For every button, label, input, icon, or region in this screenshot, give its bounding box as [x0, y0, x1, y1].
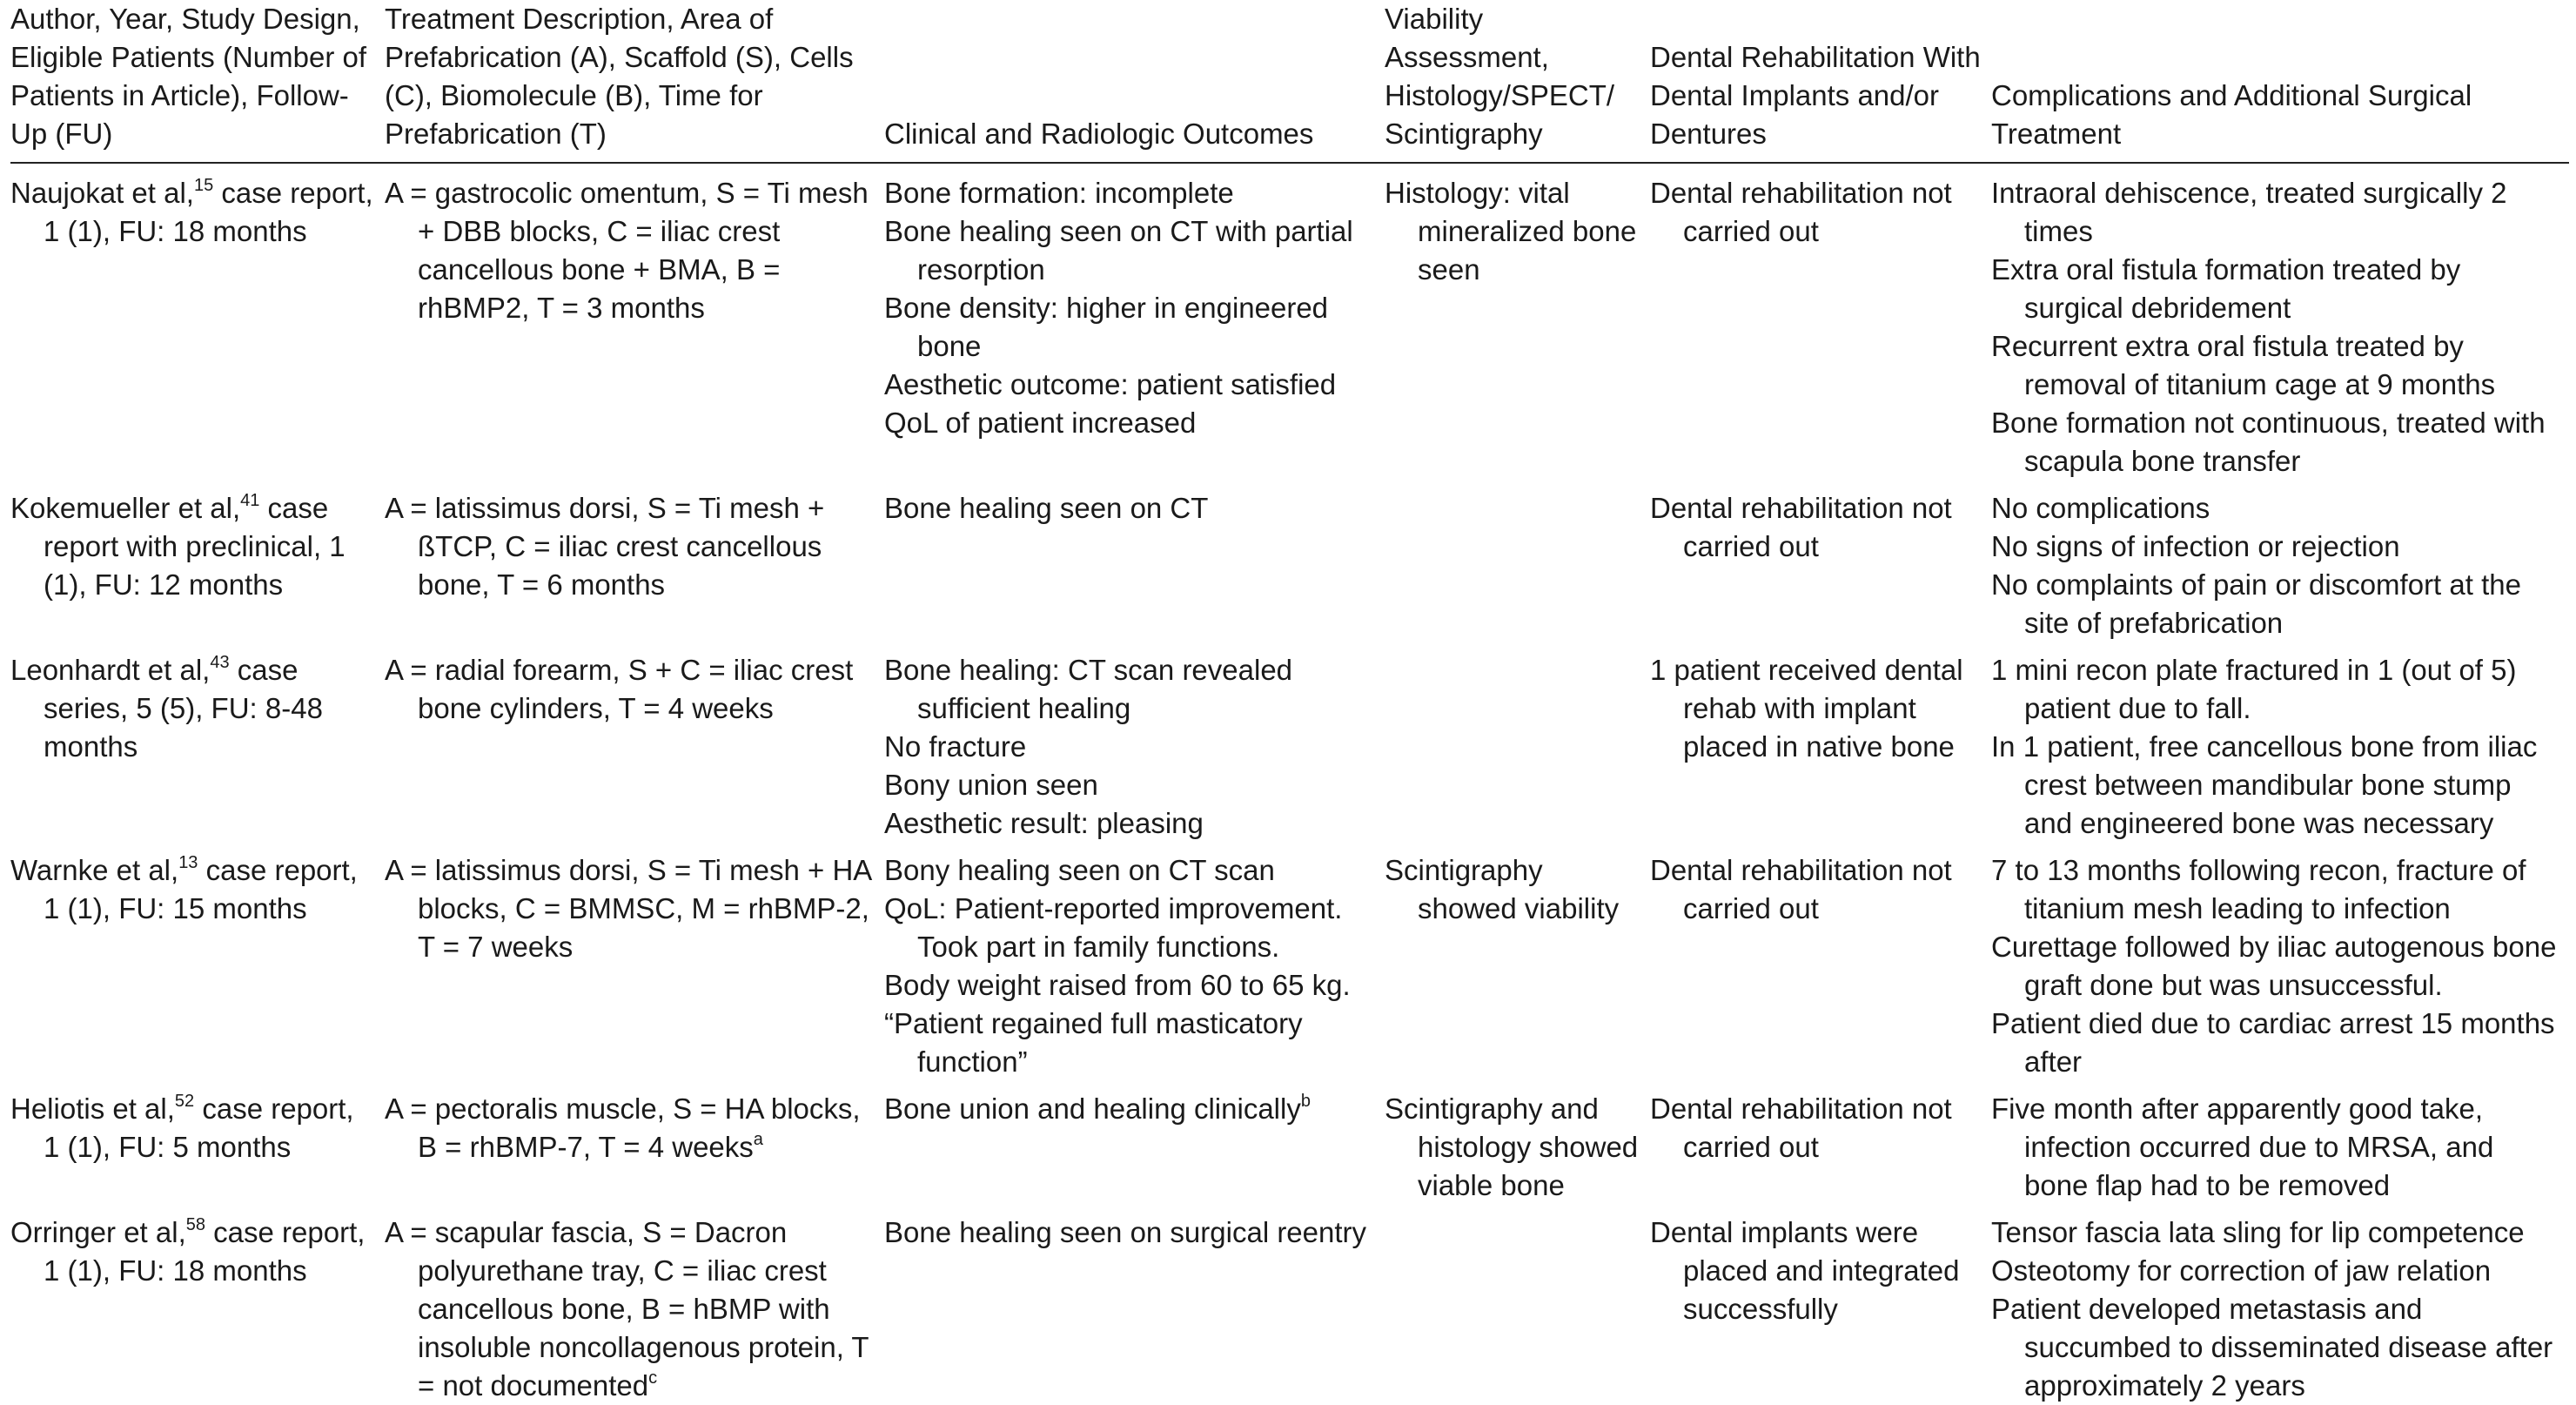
cell-treatment [385, 163, 884, 481]
treatment-text: A = radial forearm, S + C = iliac crest bone cylinders, T = 4 weeks [385, 654, 854, 724]
treatment-text: A = gastrocolic omentum, S = Ti mesh + DBB blocks, C = iliac crest cancellous bone + BMA, B = rhBMP2, T = 3 months [385, 177, 869, 324]
outcome-item [884, 404, 1378, 442]
author-citation [10, 1090, 378, 1166]
study-details: case report, 1 (1), FU: 15 months [44, 854, 366, 924]
complication-item: Recurrent extra oral fistula treated by removal of titanium cage at 9 months [1991, 330, 2496, 400]
outcome-item [884, 804, 1378, 843]
cell-complications [1991, 481, 2569, 642]
outcome-item [884, 1005, 1378, 1081]
cell-treatment [385, 1205, 884, 1405]
cell-dental [1650, 481, 1991, 642]
reference-number: 41 [240, 491, 260, 510]
treatment-description [385, 651, 877, 728]
outcome-text: Bone union and healing clinically [884, 1092, 1301, 1125]
complication-item: Intraoral dehiscence, treated surgically 2 times [1991, 177, 2507, 247]
cell-outcomes [884, 481, 1385, 642]
dental-text: Dental implants were placed and integrated successfully [1650, 1216, 1960, 1325]
complication-item: Tensor fascia lata sling for lip competence [1991, 1216, 2525, 1248]
outcome-text: Aesthetic result: pleasing [884, 807, 1204, 839]
study-details: case report, 1 (1), FU: 5 months [44, 1092, 362, 1163]
cell-dental [1650, 1205, 1991, 1405]
treatment-description [385, 174, 877, 327]
cell-viability [1385, 1081, 1650, 1205]
outcome-text: Bone healing seen on surgical reentry [884, 1216, 1367, 1248]
outcome-text: Bone healing seen on CT with partial resorption [884, 215, 1353, 286]
dental-text: 1 patient received dental rehab with implant placed in native bone [1650, 654, 1963, 763]
outcome-item [884, 728, 1378, 766]
reference-number: 15 [193, 176, 214, 195]
complication-item: Curettage followed by iliac autogenous bone graft done but was unsuccessful. [1991, 931, 2557, 1001]
complication-item: Five month after apparently good take, infection occurred due to MRSA, and bone flap had to be removed [1991, 1092, 2494, 1201]
header-author: Author, Year, Study Design, Eligible Patients (Number of Patients in Article), Follow-Up (FU) [10, 3, 367, 150]
reference-number: 58 [185, 1215, 205, 1234]
dental-text: Dental rehabilitation not carried out [1650, 492, 1952, 562]
treatment-description [385, 1213, 877, 1405]
cell-outcomes [884, 843, 1385, 1081]
header-dental: Dental Rehabilitation With Dental Implants and/or Dentures [1650, 41, 1981, 150]
author-name: Warnke et al, [10, 854, 179, 886]
cell-author [10, 1205, 385, 1405]
author-citation [10, 489, 378, 604]
viability-text: Scintigraphy and histology showed viable bone [1385, 1092, 1639, 1201]
footnote-marker: b [1300, 1092, 1311, 1111]
cell-outcomes [884, 163, 1385, 481]
cell-outcomes [884, 1205, 1385, 1405]
outcome-text: Bone density: higher in engineered bone [884, 292, 1329, 362]
outcome-text: Bony healing seen on CT scan [884, 854, 1275, 886]
dental-text: Dental rehabilitation not carried out [1650, 1092, 1952, 1163]
cell-outcomes [884, 1081, 1385, 1205]
author-citation [10, 174, 381, 251]
cell-complications [1991, 163, 2569, 481]
table-row [10, 163, 2569, 481]
cell-complications [1991, 843, 2569, 1081]
cell-complications [1991, 642, 2569, 843]
table-row [10, 1205, 2569, 1405]
table-row [10, 481, 2569, 642]
author-name: Naujokat et al, [10, 177, 194, 209]
outcome-item [884, 212, 1378, 289]
footnote-marker: a [753, 1130, 763, 1149]
studies-table [10, 0, 2569, 1405]
cell-complications [1991, 1081, 2569, 1205]
outcome-item [884, 966, 1378, 1005]
cell-dental [1650, 843, 1991, 1081]
cell-author [10, 1081, 385, 1205]
cell-dental [1650, 642, 1991, 843]
outcome-text: QoL: Patient-reported improvement. Took part in family functions. [884, 892, 1343, 963]
cell-viability [1385, 163, 1650, 481]
footnote-marker: c [648, 1368, 658, 1388]
viability-text: Scintigraphy showed viability [1385, 854, 1620, 924]
outcome-item [884, 489, 1378, 528]
treatment-description [385, 851, 877, 966]
author-citation [10, 851, 378, 928]
cell-author [10, 163, 385, 481]
author-name: Leonhardt et al, [10, 654, 211, 686]
outcome-item [884, 851, 1378, 890]
complication-item: No complaints of pain or discomfort at the site of prefabrication [1991, 568, 2521, 639]
study-details: case series, 5 (5), FU: 8-48 months [44, 654, 332, 763]
outcome-text: No fracture [884, 730, 1027, 763]
author-name: Kokemueller et al, [10, 492, 241, 524]
cell-author [10, 481, 385, 642]
dental-text: Dental rehabilitation not carried out [1650, 177, 1952, 247]
viability-text: Histology: vital mineralized bone seen [1385, 177, 1637, 286]
cell-viability [1385, 481, 1650, 642]
header-complications: Complications and Additional Surgical Treatment [1991, 79, 2472, 150]
complication-item: Bone formation not continuous, treated with scapula bone transfer [1991, 407, 2546, 477]
outcome-item [884, 1213, 1378, 1252]
complication-item: In 1 patient, free cancellous bone from iliac crest between mandibular bone stump and engineered bone was necessary [1991, 730, 2538, 839]
outcome-item [884, 366, 1378, 404]
outcome-text: Bone healing seen on CT [884, 492, 1209, 524]
outcome-item [884, 890, 1378, 966]
cell-treatment [385, 843, 884, 1081]
outcome-text: QoL of patient increased [884, 407, 1197, 439]
cell-viability [1385, 642, 1650, 843]
study-details: case report with preclinical, 1 (1), FU: 12 months [44, 492, 353, 601]
outcome-item [884, 1090, 1378, 1128]
header-viability: Viability Assessment, Histology/SPECT/ Scintigraphy [1385, 3, 1615, 150]
author-citation [10, 1213, 378, 1290]
dental-text: Dental rehabilitation not carried out [1650, 854, 1952, 924]
cell-author [10, 843, 385, 1081]
cell-dental [1650, 1081, 1991, 1205]
outcome-text: Aesthetic outcome: patient satisfied [884, 368, 1337, 400]
outcome-text: “Patient regained full masticatory function” [884, 1007, 1303, 1078]
cell-treatment [385, 1081, 884, 1205]
table-container [10, 0, 2569, 1405]
author-citation [10, 651, 378, 766]
header-outcomes: Clinical and Radiologic Outcomes [884, 118, 1314, 150]
outcome-item [884, 766, 1378, 804]
study-details: case report, 1 (1), FU: 18 months [44, 1216, 373, 1287]
cell-complications [1991, 1205, 2569, 1405]
complication-item: 7 to 13 months following recon, fracture of titanium mesh leading to infection [1991, 854, 2526, 924]
complication-item: Extra oral fistula formation treated by surgical debridement [1991, 253, 2461, 324]
cell-treatment [385, 642, 884, 843]
table-row [10, 843, 2569, 1081]
outcome-text: Bone formation: incomplete [884, 177, 1234, 209]
outcome-item [884, 289, 1378, 366]
treatment-text: A = latissimus dorsi, S = Ti mesh + HA blocks, C = BMMSC, M = rhBMP-2, T = 7 weeks [385, 854, 871, 963]
complication-item: Patient died due to cardiac arrest 15 months after [1991, 1007, 2555, 1078]
outcome-item [884, 174, 1378, 212]
table-header [10, 0, 2569, 163]
cell-dental [1650, 163, 1991, 481]
treatment-text: A = scapular fascia, S = Dacron polyurethane tray, C = iliac crest cancellous bone, B = hBMP with insoluble noncollagenous protein, T = not documented [385, 1216, 869, 1402]
outcome-text: Body weight raised from 60 to 65 kg. [884, 969, 1351, 1001]
cell-author [10, 642, 385, 843]
cell-viability [1385, 843, 1650, 1081]
treatment-description [385, 1090, 877, 1166]
complication-item: Osteotomy for correction of jaw relation [1991, 1254, 2492, 1287]
complication-item: No signs of infection or rejection [1991, 530, 2400, 562]
cell-outcomes [884, 642, 1385, 843]
outcome-item [884, 651, 1378, 728]
author-name: Orringer et al, [10, 1216, 186, 1248]
outcome-text: Bone healing: CT scan revealed sufficient healing [884, 654, 1293, 724]
cell-viability [1385, 1205, 1650, 1405]
table-body [10, 163, 2569, 1405]
treatment-text: A = latissimus dorsi, S = Ti mesh + ßTCP, C = iliac crest cancellous bone, T = 6 months [385, 492, 825, 601]
treatment-description [385, 489, 877, 604]
treatment-text: A = pectoralis muscle, S = HA blocks, B = rhBMP-7, T = 4 weeks [385, 1092, 861, 1163]
table-row [10, 642, 2569, 843]
study-details: case report, 1 (1), FU: 18 months [44, 177, 381, 247]
header-treatment: Treatment Description, Area of Prefabrication (A), Scaffold (S), Cells (C), Biomolecule (B), Time for Prefabrication (T) [385, 3, 854, 150]
reference-number: 13 [178, 853, 198, 872]
outcome-text: Bony union seen [884, 769, 1098, 801]
complication-item: Patient developed metastasis and succumbed to disseminated disease after approximately 2 years [1991, 1293, 2553, 1402]
author-name: Heliotis et al, [10, 1092, 175, 1125]
header-row [10, 0, 2569, 163]
reference-number: 52 [174, 1092, 195, 1111]
reference-number: 43 [210, 653, 230, 672]
complication-item: 1 mini recon plate fractured in 1 (out of 5) patient due to fall. [1991, 654, 2517, 724]
cell-treatment [385, 481, 884, 642]
table-row [10, 1081, 2569, 1205]
complication-item: No complications [1991, 492, 2210, 524]
